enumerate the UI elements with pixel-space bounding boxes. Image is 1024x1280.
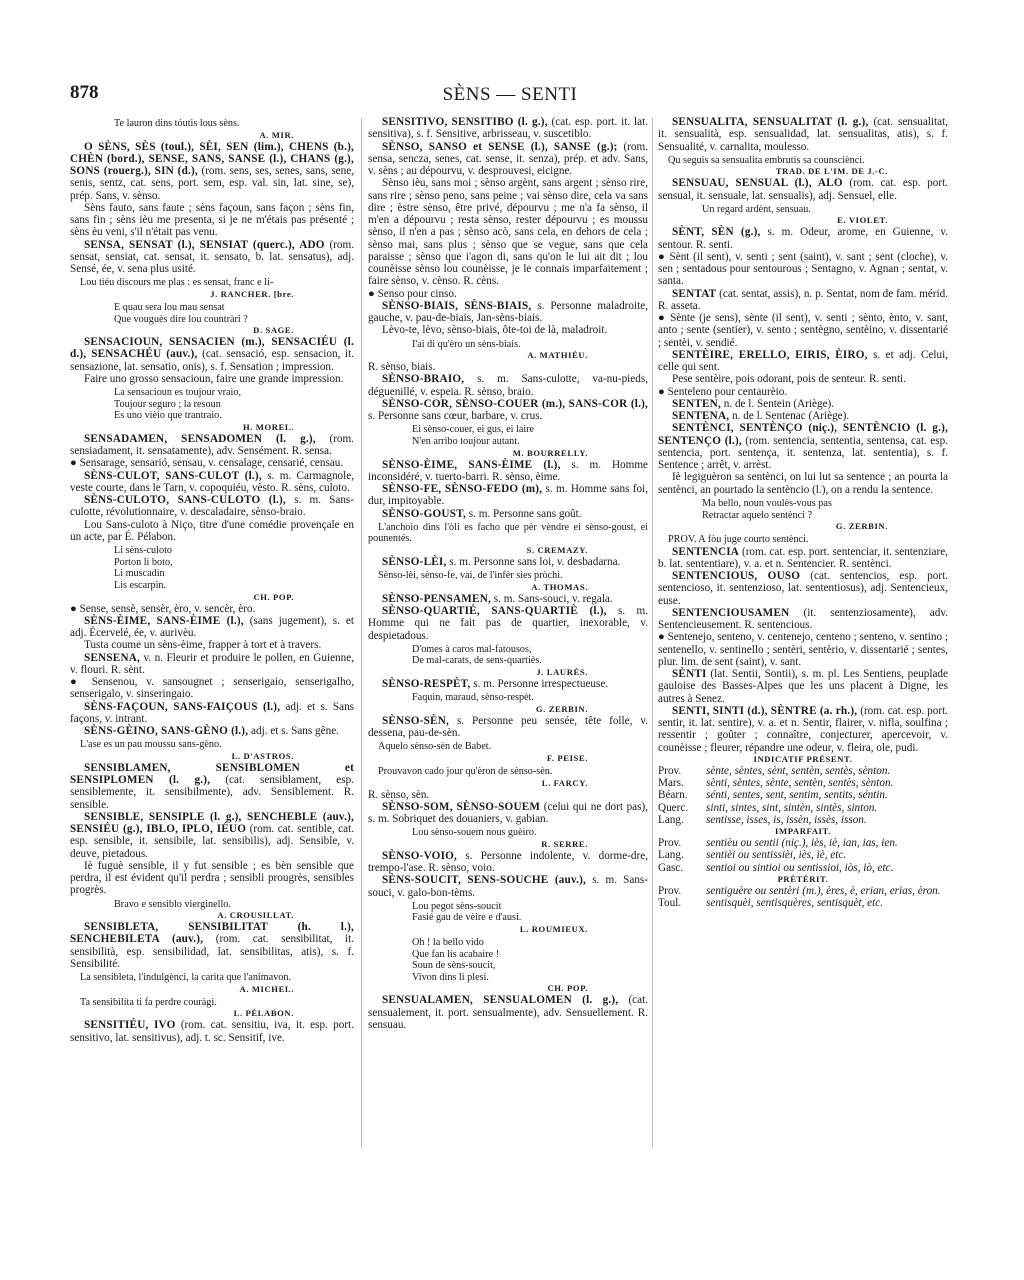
prose-quotation: PROV. A fòu juge courto sentènci. xyxy=(668,534,809,546)
entry-text: (celui qui ne dort pas), s. m. Sobriquet des douaniers, v. gabian. xyxy=(368,800,649,826)
dictionary-entry xyxy=(368,300,648,325)
entry-text: Faire uno grosso sensacioun, faire une grande impression. xyxy=(84,372,344,385)
bullet-icon: ● xyxy=(658,250,670,263)
quotation-author: E. VIOLET. xyxy=(837,215,888,226)
column-1 xyxy=(70,116,354,1044)
entry-text: Sèns fauto, sans faute ; sèns façoun, sans façon ; sèns fin, sans fin ; sèns ièu me presenta, si je ne m'étais pas présenté ; sèns èu veni, s'il n'était pas venu. xyxy=(70,201,354,239)
dictionary-entry xyxy=(368,850,648,875)
entry-headword: SÈNS-SOUCIT, SENS-SOUCHE (auv.), xyxy=(382,874,587,887)
verb-forms: sènti, sèntes, sènte, sentèn, sentès, sènton. xyxy=(706,777,894,790)
entry-headword: SENTÈNCI, SENTÈNÇO (niç.), SENTÈNCIO (l. g.), SENTENÇO (l.), xyxy=(658,422,948,447)
prose-quotation: Qu seguis sa sensualita embrutis sa counsciènci. xyxy=(668,154,865,166)
entry-headword: SENTENCIOUS, OUSO xyxy=(672,570,801,583)
dictionary-entry xyxy=(368,398,648,423)
verb-forms: sentisse, isses, is, issèn, issès, isson. xyxy=(706,813,867,826)
entry-text: (rom. sentencia, sententia, sentensa, cat. esp. sentencia, port. sentença, it. sentenza, lat. sententia), s. f. Sentence ; arrêt, v. arrèst. xyxy=(658,434,948,472)
dictionary-entry xyxy=(368,593,648,605)
verse-line: Lou sènso-souem nous guèiro. xyxy=(412,827,537,839)
entry-text: (cat. sensualement, it. port. sensualmente), adv. Sensuellement. R. sensuau. xyxy=(368,994,648,1031)
entry-text: s. m. Homme qui ne fait pas de quartier, inexorable, v. despietadous. xyxy=(368,605,648,642)
conjugation-row xyxy=(658,885,948,897)
entry-text: s. m. Homme inconsidéré, v. tuerto-barri. R. sènso, èime. xyxy=(368,458,648,483)
entry-text: (cat. esp. port. it. lat. sensitiva), s. f. Sensitive, arbrisseau, v. suscetiblo. xyxy=(368,116,648,141)
quotation-author: A. MICHEL. xyxy=(239,983,294,994)
entry-text: Sense, sensè, sensèr, èro, v. sencèr, èro. xyxy=(79,602,256,615)
entry-headword: SENTI, SINTI (d.), SÈNTRE (a. rh.), xyxy=(672,704,858,717)
dialect-label: Prov. xyxy=(658,884,682,897)
prose-quotation: Aquelo sènso-sèn de Babet. xyxy=(378,741,492,753)
dictionary-entry xyxy=(70,921,354,970)
quotation-author: H. MOREL. xyxy=(243,421,294,432)
entry-headword: SÈNSO-FE, SÈNSO-FEDO (m), xyxy=(382,483,543,496)
verse-line: Li sèns-culoto xyxy=(114,545,173,557)
dictionary-entry xyxy=(658,226,948,251)
dictionary-entry xyxy=(658,471,948,496)
prose-quotation: Lou tiéu discours me plas : es sensat, franc e li- xyxy=(80,277,274,289)
quotation-author: M. BOURRELLY. xyxy=(512,447,588,458)
quotation-author: A. MIR. xyxy=(259,129,294,140)
cross-reference-note xyxy=(658,631,948,668)
verse-quotation xyxy=(368,339,648,351)
entry-headword: O SÈNS, SÈS (toul.), SÈI, SEN (lim.), CHENS (b.), CHÈN (bord.), SENSE, SANS, SANSE (l.), CHANS (g.), SONS (rouerg.), SIN (d.), xyxy=(70,140,354,178)
conjugation-heading: IMPARFAIT. xyxy=(775,826,831,837)
verb-forms: sentiguère ou sentèri (m.), ères, è, erian, erias, èron. xyxy=(706,884,941,897)
dictionary-entry xyxy=(658,668,948,705)
entry-text: Senteleno pour centaurèio. xyxy=(667,385,788,398)
entry-headword: SENSITIÉU, IVO xyxy=(84,1019,176,1032)
verse-line: Es uno vièio que trantraio. xyxy=(114,410,222,422)
verse-line: Que vouguès dire lou countràri ? xyxy=(114,313,248,325)
verb-forms: sénti, sentes, sent, sentim, sentits, séntin. xyxy=(706,789,888,802)
entry-text: R. sènso, biais. xyxy=(368,361,436,374)
column-3 xyxy=(658,116,948,909)
verb-forms: sentièu ou sentii (niç.), iès, iè, ian, ias, ien. xyxy=(706,837,898,850)
quotation-author: R. SERRE. xyxy=(541,838,588,849)
verse-quotation xyxy=(70,545,354,591)
entry-text: (cat. sentat, assis), n. p. Sentat, nom de fam. mérid. R. asseta. xyxy=(658,287,949,312)
bullet-icon: ● xyxy=(368,287,378,300)
dictionary-entry xyxy=(70,701,354,726)
dictionary-entry xyxy=(658,349,948,374)
quotation-author: A. CROUSILLAT. xyxy=(217,910,294,921)
quotation-author: J. RANCHER. [bre. xyxy=(210,288,294,299)
dialect-label: Gasc. xyxy=(658,861,684,874)
dictionary-entry xyxy=(70,373,354,385)
verse-quotation xyxy=(368,827,648,839)
entry-headword: SÈNS-CULOT, SANS-CULOT (l.), xyxy=(84,469,262,482)
dictionary-entry xyxy=(368,116,648,141)
verse-line: Porton li boto, xyxy=(114,556,173,568)
entry-text: s. Personne maladroite, gauche, v. pau-de-biais, Jan-sèns-biais. xyxy=(368,299,648,324)
entry-headword: SÈNSO-BIAIS, SÈNS-BIAIS, xyxy=(382,299,532,312)
dictionary-entry xyxy=(368,324,648,336)
column-2 xyxy=(368,116,648,1031)
dictionary-entry xyxy=(658,288,948,313)
entry-text: Sènso ièu, sans moi ; sènso argènt, sans argent ; sènso rire, sans rire ; sènso peno, sans peine ; vai sènso dire, cela va sans dire ; èstre sènso, être privé, dépourvu ; me n'a fa sènso, il m'en a dépourvu ; resta sènso, rester dépourvu ; es moussu sènso, il n'en a pas ; sènso acò, sans cela, en dehors de cela ; sènso mai, sans plus ; sènso que se vegue, sans que cela paraisse ; sènso que i'agon di, sans qu'on le lui ait dit ; lou counèisse sènso lou counèisse, je le connais imparfaitement ; faire sènso, v. cènso. R. cèns. xyxy=(368,177,648,288)
dictionary-entry xyxy=(70,202,354,239)
dictionary-entry xyxy=(70,336,354,373)
verse-quotation xyxy=(368,937,648,983)
entry-text: (rom. cat. sensibilitat, it. sensibilità, esp. sensibilidad, lat. sensibilitas, atis), s. f. Sensibilité. xyxy=(70,933,354,970)
verse-line: Lou pegot sèns-soucit xyxy=(412,900,502,912)
prose-quotation: Sènso-lèi, sènso-fe, vai, de l'infèr sies pròchi. xyxy=(378,570,563,582)
bullet-icon: ● xyxy=(70,457,80,470)
dictionary-entry xyxy=(658,410,948,422)
verb-forms: sentisquèi, sentisquères, sentisquèt, etc. xyxy=(706,897,884,910)
dictionary-entry xyxy=(70,239,354,276)
entry-headword: SENSUALAMEN, SENSUALOMEN (l. g.), xyxy=(382,994,619,1007)
dictionary-entry xyxy=(658,607,948,632)
dictionary-entry xyxy=(368,141,648,178)
entry-text: Iè legiguèron sa sentènci, on lui lut sa sentence ; an pourta la sentènci, an pourtado la sentèncio (l.), on a rendu la sentence. xyxy=(658,471,948,496)
entry-headword: SENSUALITA, SENSUALITAT (l. g.), xyxy=(672,116,869,128)
entry-headword: SÈNSO-VOIO, xyxy=(382,849,458,862)
cross-reference-note xyxy=(368,288,648,300)
dictionary-entry xyxy=(70,1019,354,1044)
dictionary-entry xyxy=(658,546,948,571)
entry-headword: SENTAT xyxy=(672,287,717,300)
bullet-icon: ● xyxy=(658,312,671,325)
entry-text: s. m. Sans-culotte, va-nu-pieds, déguenillé, v. espeia. R. sènso, braio. xyxy=(368,373,648,398)
entry-text: (rom. sensiadament, it. sensatamente), adv. Sensément. R. sensa. xyxy=(70,432,355,458)
bullet-icon: ● xyxy=(658,631,668,644)
entry-text: s. m. Sans-souci, v. regala. xyxy=(493,592,613,605)
quotation-author: A. THOMAS. xyxy=(531,581,588,592)
entry-headword: SENSUAU, SENSUAL (l.), ALO xyxy=(672,177,843,190)
dialect-label: Toul. xyxy=(658,897,682,910)
entry-text: s. m. Sans-souci, v. galo-bon-tèms. xyxy=(368,874,648,899)
conjugation-row xyxy=(658,765,948,777)
entry-headword: SÈNS-GÈINO, SANS-GÈNO (l.), xyxy=(84,725,249,738)
entry-text: (cat. sensació, esp. sensacion, it. sensazione, lat. sensatio, onis), s. f. Sensation ; impression. xyxy=(70,348,354,373)
entry-text: (rom. cat. sentible, cat. esp. sensible, it. sensibile, lat. sensibilis), adj. Sensible, v. deuve, pietadous. xyxy=(70,823,355,860)
verse-line: De mal-carats, de sens-quartiès. xyxy=(412,655,542,667)
conjugation-row xyxy=(658,802,948,814)
cross-reference-note xyxy=(70,457,354,469)
dictionary-entry xyxy=(658,398,948,410)
conjugation-heading: INDICATIF PRÉSENT. xyxy=(753,753,853,764)
quotation-author: A. MATHIÉU. xyxy=(527,350,588,361)
entry-text: Sentenejo, senteno, v. centenejo, centeno ; senteno, v. sentino ; sentenello, v. sentinello ; sentèri, sentèrio, v. dissentarié ; sentes, plur. lim. de sent (saint), v. sant. xyxy=(658,631,948,668)
dictionary-entry xyxy=(368,605,648,642)
verse-line: Vivon dins li plesi. xyxy=(412,971,489,983)
entry-text: adj. et s. Sans façons, v. intrant. xyxy=(70,700,355,725)
entry-text: (lat. Sentii, Sontii), s. m. pl. Les Sentiens, peuplade gauloise des Basses-Alpes que les uns placent à Digne, les autres à Senez. xyxy=(658,668,948,705)
entry-text: Sensarage, sensarió, sensau, v. censalage, censarié, censau. xyxy=(79,457,344,470)
verse-quotation xyxy=(368,692,648,704)
entry-text: n. de l. Sentein (Ariège). xyxy=(723,397,835,410)
entry-headword: SENSIBLAMEN, SENSIBLOMEN et SENSIPLOMEN (l. g.), xyxy=(70,761,354,787)
dialect-label: Lang. xyxy=(658,849,684,862)
prose-quotation: Prouvavon cado jour qu'èron de sènso-sèn. xyxy=(378,765,553,777)
entry-text: (rom. sens, ses, senes, sans, sene, senis, sentz, cat. sens, port. sem, esp. val. sin, lat. sine, se), prép. Sans, v. sènso. xyxy=(70,165,355,202)
entry-headword: SÈNSO-PENSAMEN, xyxy=(382,592,491,605)
verse-line: E quau sera lou mau sensat xyxy=(114,301,225,313)
cross-reference-note xyxy=(658,312,948,349)
dictionary-entry xyxy=(70,494,354,519)
verse-line: La sensacioun es toujour vraio, xyxy=(114,387,242,399)
entry-headword: SENTEN, xyxy=(672,397,721,410)
verse-quotation xyxy=(70,118,354,130)
entry-text: (cat. sensiblament, esp. sensiblemente, it. sensibilmente), adv. Sensiblement. R. sensible. xyxy=(70,774,355,811)
quotation-author: D. SAGE. xyxy=(253,325,294,336)
verb-forms: sentioi ou sintioi ou sentissioi, iòs, iò, etc. xyxy=(706,861,894,874)
conjugation-row xyxy=(658,814,948,826)
conjugation-row xyxy=(658,837,948,849)
dictionary-entry xyxy=(368,801,648,826)
verse-line: Un regard ardènt, sensuau. xyxy=(702,203,811,215)
cross-reference-note xyxy=(658,251,948,288)
quotation-author: TRAD. DE L'IM. DE J.-C. xyxy=(775,166,888,177)
verb-forms: sènte, sèntes, sènt, sentèn, sentès, sènton. xyxy=(706,764,891,777)
dictionary-entry xyxy=(658,116,948,153)
entry-headword: SÈNSO-GOUST, xyxy=(382,507,466,520)
dictionary-entry xyxy=(368,459,648,484)
dictionary-entry xyxy=(658,422,948,471)
entry-text: Sènte (je sens), sènte (il sent), v. senti ; sènto, ènto, v. sant, anto ; sente (sentier), v. sento ; sentègno, sentèino, v. dissentarié ; sentèi, v. sendié. xyxy=(658,312,948,349)
verse-line: N'en arribo toujour autant. xyxy=(412,435,520,447)
verse-line: D'omes à caros mal-fatousos, xyxy=(412,643,532,655)
conjugation-row xyxy=(658,789,948,801)
dictionary-entry xyxy=(70,433,354,458)
bullet-icon: ● xyxy=(658,385,668,398)
verse-quotation xyxy=(70,387,354,422)
dictionary-entry xyxy=(70,860,354,897)
entry-text: Iè fuguè sensible, il y fut sensible ; es bèn sensible que perdra, il est évident qu'il perdra ; sensibli prougrès, sensibles progrès. xyxy=(70,859,354,897)
entry-headword: SENTENCIOUSAMEN xyxy=(672,606,790,619)
prose-quotation: Ta sensibilita ti fa perdre couràgi. xyxy=(80,996,217,1008)
entry-text: Sensenou, v. sansougnet ; senserigaio, senserigalho, senserigalo, v. sinseringaio. xyxy=(70,676,354,701)
dictionary-entry xyxy=(368,177,648,287)
dictionary-entry xyxy=(70,639,354,651)
dialect-label: Prov. xyxy=(658,837,682,850)
entry-text: (it. sentenziosamente), adv. Sentencieusement. R. sentencious. xyxy=(658,606,949,632)
entry-headword: SÈNSO-LÈI, xyxy=(382,555,447,568)
dictionary-entry xyxy=(70,652,354,677)
dictionary-entry xyxy=(70,615,354,640)
dictionary-entry xyxy=(70,519,354,544)
entry-headword: SENTENA, xyxy=(672,410,730,423)
quotation-author: L. D'ASTROS. xyxy=(231,750,294,761)
dictionary-entry xyxy=(70,470,354,495)
dictionary-entry xyxy=(70,762,354,811)
entry-text: (rom. cat. esp. port. sensual, it. sensuale, lat. sensualis), adj. Sensuel, elle. xyxy=(658,177,948,202)
verse-line: Fasié gau de vèire e d'ausi. xyxy=(412,912,522,924)
dictionary-entry xyxy=(658,705,948,754)
entry-headword: SÈNTI xyxy=(672,668,707,681)
verse-quotation xyxy=(658,498,948,521)
entry-text: (sans jugement), s. et adj. Écervelé, ée, v. aurivèu. xyxy=(70,614,354,640)
entry-headword: SENSACIOUN, SENSACIEN (m.), SENSACIÉU (l. d.), SENSACHÉU (auv.), xyxy=(70,336,354,361)
quotation-author: G. ZERBIN. xyxy=(835,521,888,532)
conjugation-row xyxy=(658,777,948,789)
entry-headword: SÈNSO-BRAIO, xyxy=(382,373,465,386)
dictionary-entry xyxy=(368,994,648,1031)
entry-headword: SENSIBLETA, SENSIBILITAT (h. l.), SENCHEBILETA (auv.), xyxy=(70,921,354,946)
verb-forms: sentièi ou sentissièi, iès, iè, etc. xyxy=(706,849,847,862)
verse-line: Te lauron dins tóutis lous sèns. xyxy=(114,118,240,129)
entry-text: Senso pour cinso. xyxy=(377,287,457,300)
dictionary-entry xyxy=(70,141,354,202)
dictionary-entry xyxy=(658,177,948,202)
conjugation-row xyxy=(658,897,948,909)
entry-text: (cat. sentencios, esp. port. sentencioso, it. sentenzioso, lat. sententiosus), adj. Sentencieux, euse. xyxy=(658,570,948,607)
entry-headword: SENSADAMEN, SENSADOMEN (l. g.), xyxy=(84,432,316,445)
quotation-author: L. PÉLABON. xyxy=(233,1008,294,1019)
entry-text: (rom. cat. sensitiu, iva, it. esp. port. sensitivo, lat. sensitivus), adj. t. sc. Sensitif, ive. xyxy=(70,1019,355,1044)
quotation-author: J. LAURÈS. xyxy=(536,667,588,677)
entry-text: (cat. sensualitat, it. sensualità, esp. sensualidad, lat. sensualitas, atis), s. f. Sensualité, v. carnalita, moulesso. xyxy=(658,116,948,153)
verse-line: Que fan lis acabaire ! xyxy=(412,948,500,960)
entry-text: n. de l. Sentenac (Ariège). xyxy=(732,410,850,423)
entry-text: Lèvo-te, lèvo, sènso-biais, ôte-toi de là, maladroit. xyxy=(382,324,608,337)
entry-headword: SENSA, SENSAT (l.), SENSIAT (querc.), ADO xyxy=(84,238,325,251)
bullet-icon: ● xyxy=(70,676,92,689)
bullet-icon: ● xyxy=(70,602,80,615)
dialect-label: Mars. xyxy=(658,777,684,790)
entry-text: Tusta coume un sèns-èime, frapper à tort et à travers. xyxy=(84,639,322,652)
entry-text: s. m. Personne irrespectueuse. xyxy=(473,678,609,690)
entry-text: s. et adj. Celui, celle qui sent. xyxy=(658,348,949,374)
entry-text: (rom. sensa, sencza, senes, cat. sense, it. senza), prép. et adv. Sans, v. sèns ; au dépourvu, v. desprouvesi, eicigne. xyxy=(368,140,649,177)
dictionary-entry xyxy=(368,361,648,373)
verse-quotation xyxy=(368,644,648,667)
dictionary-entry xyxy=(368,678,648,690)
verse-line: Ma bello, noun voulès-vous pas xyxy=(702,497,832,509)
entry-text: s. Personne indolente, v. dorme-dre, trempo-l'ase. R. sènso, voio. xyxy=(368,849,648,875)
entry-text: (rom. cat. esp. port. sentir, it. lat. sentire), v. a. et n. Sentir, flairer, v. nifla, soulfina ; ressentir ; goûter ; connaître, conjecturer, apercevoir, v. counèisse ; fleurer, répandre une odeur, v. fleira, ole, pudi. xyxy=(658,704,948,754)
cross-reference-note xyxy=(658,386,948,398)
dictionary-entry xyxy=(658,570,948,607)
verse-quotation xyxy=(658,204,948,216)
column-divider xyxy=(361,118,362,1148)
dialect-label: Béarn. xyxy=(658,789,688,802)
quotation-author: S. CREMAZY. xyxy=(526,544,588,555)
entry-headword: SÈNSO-SOM, SÈNSO-SOUEM xyxy=(382,800,541,813)
entry-headword: SÈNSO-COR, SÈNSO-COUER (m.), SANS-COR (l.), xyxy=(382,397,648,410)
entry-headword: SÈNS-ÈIME, SANS-ÈIME (l.), xyxy=(84,614,244,627)
verse-quotation xyxy=(368,901,648,924)
entry-text: v. n. Fleurir et produire le pollen, en Guienne, v. flouri. R. sènt. xyxy=(70,651,354,676)
verse-line: I'ai di qu'èro un sèns-biais. xyxy=(412,338,521,350)
dictionary-entry xyxy=(70,811,354,860)
verse-quotation xyxy=(70,899,354,911)
entry-text: s. m. Odeur, arome, en Guienne, v. sentour. R. senti. xyxy=(658,226,949,251)
verse-line: Bravo e sensiblo vierginello. xyxy=(114,898,231,910)
entry-text: (rom. sensat, sensiat, cat. sensat, it. sensato, b. lat. sensatus), adj. Sensé, ée, v. sena plus usité. xyxy=(70,238,354,276)
dictionary-entry xyxy=(368,483,648,508)
entry-text: Lou Sans-culoto à Niço, titre d'une comédie provençale en un acte, par É. Pélabon. xyxy=(70,518,354,543)
entry-headword: SENSITIVO, SENSITIBO (l. g.), xyxy=(382,116,548,128)
entry-headword: SÈNSO-RESPÈT, xyxy=(382,678,471,690)
quotation-author: CH. POP. xyxy=(547,983,588,994)
cross-reference-note xyxy=(70,676,354,701)
dictionary-entry xyxy=(368,556,648,568)
entry-headword: SÈNS-CULOTO, SANS-CULOTO (l.), xyxy=(84,494,286,507)
dialect-label: Lang. xyxy=(658,813,684,826)
prose-quotation: L'ase es un pau moussu sans-gèno. xyxy=(80,739,222,751)
running-head: SÈNS — SENTI xyxy=(442,84,578,105)
entry-headword: SÈNSO-ÈIME, SANS-ÈIME (l.), xyxy=(382,458,561,471)
dictionary-entry xyxy=(368,715,648,740)
entry-text: adj. et s. Sans gêne. xyxy=(251,725,339,738)
prose-quotation: L'anchoio dins l'òli es facho que pèr vèndre ei sènso-goust, ei pounentés. xyxy=(368,521,648,545)
dictionary-entry xyxy=(368,874,648,899)
dialect-label: Prov. xyxy=(658,764,682,777)
verse-line: Faquin, maraud, sènso-respèt. xyxy=(412,692,534,704)
quotation-author: F. PEISE. xyxy=(546,752,588,763)
verse-line: Li muscadin xyxy=(114,568,165,580)
entry-text: s. m. Homme sans foi, dur, impitoyable. xyxy=(368,483,649,508)
quotation-author: L. ROUMIEUX. xyxy=(519,924,588,935)
entry-text: s. m. Personne sans goût. xyxy=(468,507,582,520)
prose-quotation: La sensibleta, l'indulgènci, la carita que l'animavon. xyxy=(80,972,292,984)
entry-headword: SÈNSO-QUARTIÉ, SANS-QUARTIÈ (l.), xyxy=(382,605,607,618)
entry-text: s. Personne sans cœur, barbare, v. crus. xyxy=(368,410,543,423)
entry-text: (rom. cat. esp. port. sentenciar, it. sentenziare, b. lat. sententiare), v. a. et n. Sentencier. R. sentènci. xyxy=(658,545,948,570)
entry-headword: SENSIBLE, SENSIPLE (l. g.), SENCHEBLE (auv.), SENSIÉU (g.), IBLO, IPLO, IÉUO xyxy=(70,810,354,836)
dictionary-entry xyxy=(70,725,354,737)
entry-headword: SÈNSO-SÈN, xyxy=(382,714,449,727)
entry-text: Sènt (il sent), v. senti ; sent (saint), v. sant ; sent (cloche), v. sen ; sentadous pour sentourous ; Sentagno, v. Agnan ; sentat, v. santa. xyxy=(658,250,949,288)
entry-headword: SENTENCIA xyxy=(672,545,740,558)
entry-text: Pese sentèire, pois odorant, pois de senteur. R. senti. xyxy=(672,373,906,386)
entry-text: R. sènso, sèn. xyxy=(368,788,430,801)
column-divider xyxy=(652,118,653,1148)
entry-headword: SÈNSO, SANSO et SENSE (l.), SANSE (g.); xyxy=(382,140,618,153)
verse-line: Soun de sèns-soucit, xyxy=(412,960,496,972)
entry-text: s. m. Sans-culotte, révolutionnaire, v. descaladaire, sènso-braio. xyxy=(70,494,355,519)
verb-forms: sinti, sintes, sint, sintèn, sintès, sinton. xyxy=(706,801,878,814)
verse-quotation xyxy=(368,424,648,447)
conjugation-row xyxy=(658,862,948,874)
conjugation-heading: PRÉTÉRIT. xyxy=(777,873,829,884)
quotation-author: L. FARCY. xyxy=(541,777,588,788)
entry-text: s. m. Personne sans loi, v. desbadarna. xyxy=(449,555,621,568)
entry-text: s. m. Carmagnole, veste courte, dans le Tarn, v. copoquiéu, vèsto. R. sèns, culoto. xyxy=(70,469,355,494)
dictionary-entry xyxy=(368,789,648,801)
dialect-label: Querc. xyxy=(658,801,689,814)
quotation-author: CH. POP. xyxy=(253,591,294,602)
dictionary-entry xyxy=(368,373,648,398)
entry-headword: SÈNS-FAÇOUN, SANS-FAIÇOUS (l.), xyxy=(84,700,281,713)
entry-headword: SENSENA, xyxy=(84,651,141,664)
dictionary-entry xyxy=(368,508,648,520)
conjugation-row xyxy=(658,849,948,861)
dictionary-entry xyxy=(658,373,948,385)
entry-headword: SENTÈIRE, ERELLO, EIRIS, ÈIRO, xyxy=(672,348,868,361)
page-number: 878 xyxy=(70,82,99,103)
verse-line: Retractar aquelo sentènci ? xyxy=(702,509,813,521)
verse-line: Oh ! la bello vido xyxy=(412,937,484,949)
entry-headword: SÈNT, SÈN (g.), xyxy=(672,226,761,239)
entry-text: s. Personne peu sensée, tête folle, v. dessena, pau-de-sèn. xyxy=(368,714,649,740)
verse-line: Lis escarpin. xyxy=(114,579,167,591)
cross-reference-note xyxy=(70,603,354,615)
quotation-author: G. ZERBIN. xyxy=(535,703,588,714)
verse-quotation xyxy=(70,302,354,325)
verse-line: Ei sènso-couer, ei gus, ei laire xyxy=(412,424,535,436)
verse-line: Toujour seguro ; la resoun xyxy=(114,398,221,410)
